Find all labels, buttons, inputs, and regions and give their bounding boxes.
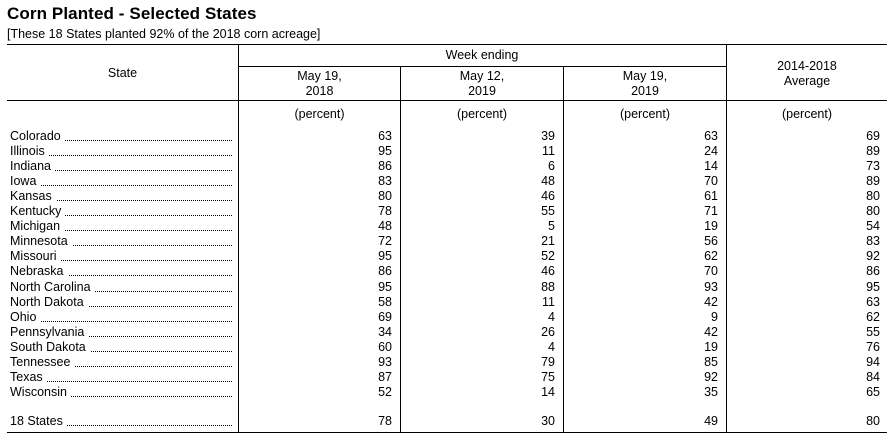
table-row-8-value-1: 72 (378, 234, 392, 248)
state-label: Missouri (10, 249, 61, 263)
table-row-11-state (10, 280, 234, 295)
table-row-13-state (10, 310, 234, 325)
table-row-10-value-4: 86 (866, 264, 880, 278)
table-row-16-state (10, 355, 234, 370)
page-title: Corn Planted - Selected States (7, 4, 257, 23)
header-col-4-line2: Average (783, 74, 831, 88)
table-row-7-value-1: 48 (378, 219, 392, 233)
table-row-11-value-2: 88 (541, 280, 555, 294)
table-row-5-value-2: 46 (541, 189, 555, 203)
header-week-ending: Week ending (445, 48, 519, 62)
unit-label-col-2: (percent) (456, 107, 508, 121)
table-row-10-value-2: 46 (541, 264, 555, 278)
header-bottom-rule (7, 100, 887, 101)
table-row-12-state (10, 295, 234, 310)
table-row-14-value-2: 26 (541, 325, 555, 339)
header-col-4-line1: 2014-2018 (777, 59, 837, 73)
table-row-14-value-1: 34 (378, 325, 392, 339)
table-row-8-value-3: 56 (704, 234, 718, 248)
state-label: Illinois (10, 144, 49, 158)
table-row-15-state (10, 340, 234, 355)
table-row-3-value-1: 86 (378, 159, 392, 173)
table-row-15-value-1: 60 (378, 340, 392, 354)
table-row-18-value-3: 35 (704, 385, 718, 399)
table-row-12-value-3: 42 (704, 295, 718, 309)
table-row-13-value-4: 62 (866, 310, 880, 324)
state-label: North Dakota (10, 295, 88, 309)
state-label: Nebraska (10, 264, 68, 278)
table-row-6-value-2: 55 (541, 204, 555, 218)
table-row-10-state (10, 264, 234, 279)
table-row-6-state (10, 204, 234, 219)
table-row-11-value-4: 95 (866, 280, 880, 294)
table-row-15-value-3: 19 (704, 340, 718, 354)
table-row-16-value-1: 93 (378, 355, 392, 369)
table-row-1-value-2: 39 (541, 129, 555, 143)
table-row-11-value-1: 95 (378, 280, 392, 294)
table-row-3-value-3: 14 (704, 159, 718, 173)
header-state: State (107, 66, 138, 80)
table-row-7-value-4: 54 (866, 219, 880, 233)
header-col-1-line1: May 19, (297, 69, 342, 83)
state-label: Indiana (10, 159, 55, 173)
table-row-15-value-2: 4 (548, 340, 555, 354)
table-row-4-value-4: 89 (866, 174, 880, 188)
table-row-1-value-3: 63 (704, 129, 718, 143)
dot-leader (10, 321, 232, 322)
table-row-total-value-3: 49 (704, 414, 718, 428)
table-row-4-value-1: 83 (378, 174, 392, 188)
table-row-17-value-1: 87 (378, 370, 392, 384)
table-row-9-value-4: 92 (866, 249, 880, 263)
table-row-total-state (10, 414, 234, 429)
table-row-18-value-1: 52 (378, 385, 392, 399)
header-col-3 (564, 69, 726, 99)
table-row-1-value-1: 63 (378, 129, 392, 143)
table-bottom-rule (7, 432, 887, 433)
unit-label-col-4: (percent) (781, 107, 833, 121)
col-divider-state (238, 44, 239, 433)
page-subtitle: [These 18 States planted 92% of the 2018 corn acreage] (7, 27, 321, 41)
table-row-12-value-2: 11 (542, 295, 555, 309)
table-row-9-value-3: 62 (704, 249, 718, 263)
header-col-1-line2: 2018 (305, 84, 334, 98)
table-row-14-value-4: 55 (866, 325, 880, 339)
table-row-2-value-1: 95 (378, 144, 392, 158)
table-row-1-value-4: 69 (866, 129, 880, 143)
col-divider-avg (726, 44, 727, 433)
header-col-1 (239, 69, 400, 99)
table-row-11-value-3: 93 (704, 280, 718, 294)
table-row-5-value-3: 61 (704, 189, 718, 203)
table-row-4-value-3: 70 (704, 174, 718, 188)
table-row-18-value-4: 65 (866, 385, 880, 399)
state-label: Colorado (10, 129, 65, 143)
header-col-4 (727, 59, 887, 89)
table-row-5-state (10, 189, 234, 204)
header-col-2 (401, 69, 563, 99)
table-row-8-state (10, 234, 234, 249)
table-row-3-value-2: 6 (548, 159, 555, 173)
table-row-13-value-3: 9 (711, 310, 718, 324)
table-row-8-value-2: 21 (541, 234, 555, 248)
table-row-6-value-4: 80 (866, 204, 880, 218)
table-row-total-value-4: 80 (866, 414, 880, 428)
state-label: Texas (10, 370, 47, 384)
table-row-7-value-2: 5 (548, 219, 555, 233)
state-label: Minnesota (10, 234, 72, 248)
table-row-10-value-1: 86 (378, 264, 392, 278)
table-row-2-value-4: 89 (866, 144, 880, 158)
table-row-17-value-2: 75 (541, 370, 555, 384)
table-row-3-state (10, 159, 234, 174)
table-row-6-value-1: 78 (378, 204, 392, 218)
state-label: South Dakota (10, 340, 90, 354)
table-row-9-value-1: 95 (378, 249, 392, 263)
state-label: Kansas (10, 189, 56, 203)
table-row-4-state (10, 174, 234, 189)
dot-leader (10, 185, 232, 186)
table-row-2-value-2: 11 (542, 144, 555, 158)
state-label: Kentucky (10, 204, 65, 218)
table-row-18-state (10, 385, 234, 400)
state-label: Ohio (10, 310, 40, 324)
table-row-total-value-1: 78 (378, 414, 392, 428)
table-row-14-state (10, 325, 234, 340)
table-row-15-value-4: 76 (866, 340, 880, 354)
week-ending-rule (238, 66, 726, 67)
table-row-17-state (10, 370, 234, 385)
table-row-16-value-2: 79 (541, 355, 555, 369)
table-row-17-value-4: 84 (866, 370, 880, 384)
state-label: Tennessee (10, 355, 74, 369)
table-row-2-state (10, 144, 234, 159)
table-row-10-value-3: 70 (704, 264, 718, 278)
table-row-12-value-1: 58 (378, 295, 392, 309)
table-row-13-value-1: 69 (378, 310, 392, 324)
table-row-4-value-2: 48 (541, 174, 555, 188)
header-col-3-line2: 2019 (631, 84, 659, 98)
table-row-13-value-2: 4 (548, 310, 555, 324)
table-row-14-value-3: 42 (704, 325, 718, 339)
state-label: 18 States (10, 414, 67, 428)
table-row-1-state (10, 129, 234, 144)
state-label: Wisconsin (10, 385, 71, 399)
table-top-rule (7, 44, 887, 45)
table-row-9-state (10, 249, 234, 264)
state-label: Iowa (10, 174, 40, 188)
header-col-2-line1: May 12, (459, 69, 505, 83)
table-row-total-value-2: 30 (541, 414, 555, 428)
table-row-12-value-4: 63 (866, 295, 880, 309)
state-label: Michigan (10, 219, 64, 233)
unit-label-col-3: (percent) (619, 107, 671, 121)
state-label: Pennsylvania (10, 325, 88, 339)
table-row-5-value-4: 80 (866, 189, 880, 203)
table-row-17-value-3: 92 (704, 370, 718, 384)
table-row-8-value-4: 83 (866, 234, 880, 248)
table-row-9-value-2: 52 (541, 249, 555, 263)
unit-label-col-1: (percent) (294, 107, 345, 121)
header-col-2-line2: 2019 (468, 84, 496, 98)
table-row-2-value-3: 24 (704, 144, 718, 158)
state-label: North Carolina (10, 280, 95, 294)
table-row-7-value-3: 19 (704, 219, 718, 233)
table-row-16-value-4: 94 (866, 355, 880, 369)
table-row-18-value-2: 14 (541, 385, 555, 399)
table-row-3-value-4: 73 (866, 159, 880, 173)
header-col-3-line1: May 19, (622, 69, 668, 83)
table-row-6-value-3: 71 (704, 204, 718, 218)
table-row-7-state (10, 219, 234, 234)
table-row-16-value-3: 85 (704, 355, 718, 369)
table-row-5-value-1: 80 (378, 189, 392, 203)
